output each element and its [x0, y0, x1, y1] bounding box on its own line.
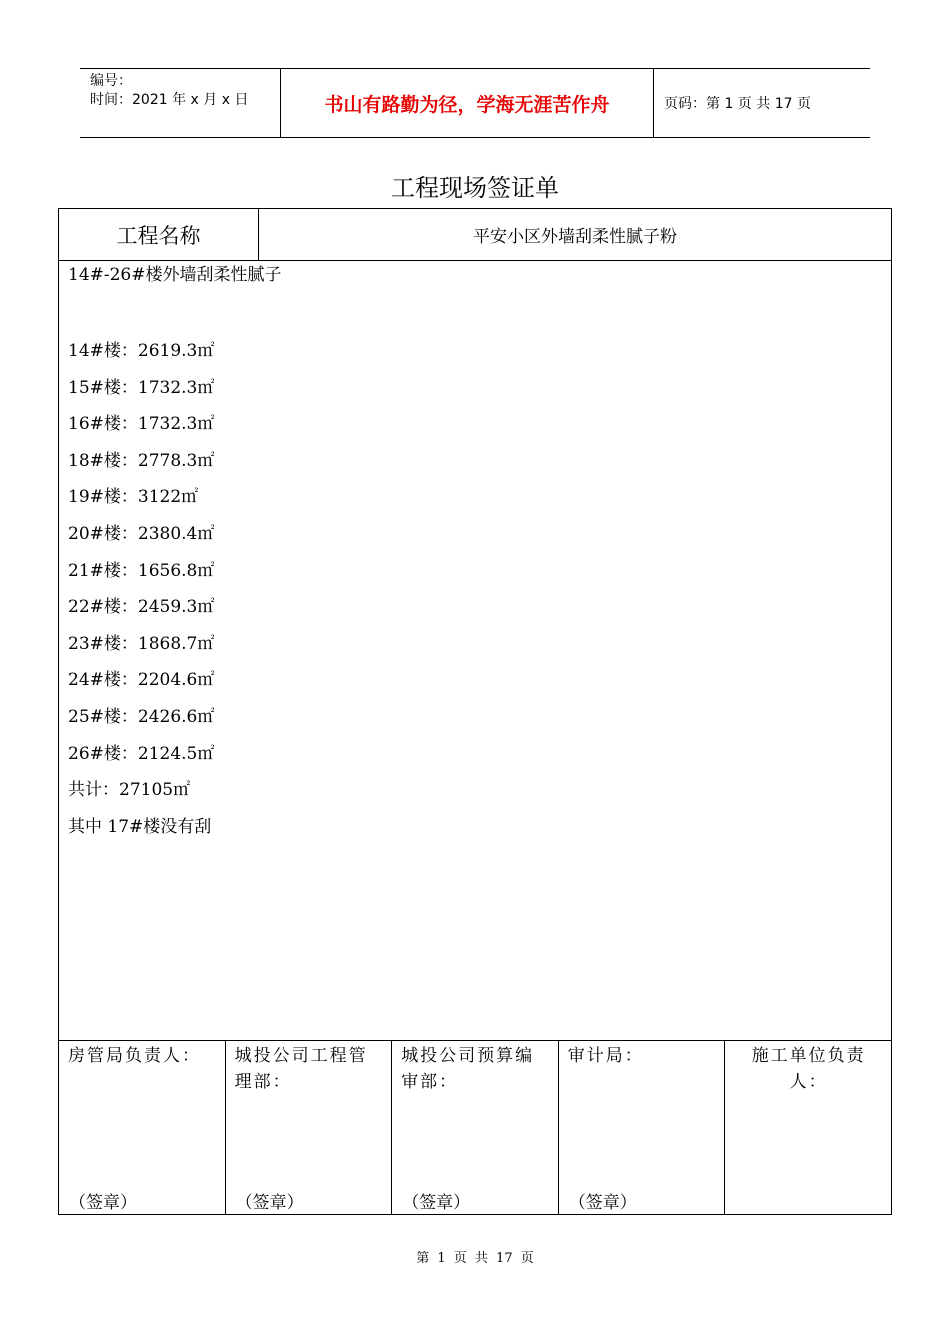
signature-cell-engineering-dept [226, 1041, 393, 1215]
list-item: 22#楼：2459.3㎡ [68, 597, 215, 618]
note-line: 其中 17#楼没有刮 [68, 816, 212, 837]
list-item: 14#楼：2619.3㎡ [68, 341, 215, 361]
list-item: 18#楼：2778.3㎡ [68, 450, 215, 471]
page-title: 工程现场签证单 [391, 174, 559, 202]
signature-cell-contractor [725, 1041, 891, 1215]
list-item: 26#楼：2124.5㎡ [68, 743, 215, 764]
list-item: 20#楼：2380.4㎡ [68, 523, 215, 544]
header-date: 时间：2021 年 x 月 x 日 [90, 92, 249, 108]
content-area [68, 261, 882, 845]
seal-label: （签章） [402, 1193, 471, 1213]
signature-cell-housing-bureau [59, 1041, 226, 1215]
signature-row [59, 1040, 891, 1215]
list-item: 19#楼：3122㎡ [68, 487, 199, 508]
list-item: 15#楼：1732.3㎡ [68, 377, 215, 398]
list-item: 24#楼：2204.6㎡ [68, 670, 215, 691]
signature-label: 城投公司预算编审部： [401, 1046, 535, 1092]
signature-label: 房管局负责人： [68, 1046, 201, 1066]
signature-label: 城投公司工程管理部： [234, 1046, 368, 1092]
seal-label: （签章） [69, 1193, 137, 1213]
project-name-value: 平安小区外墙刮柔性腻子粉 [473, 227, 677, 247]
signature-label: 审计局： [567, 1046, 644, 1066]
document-header [80, 68, 870, 138]
list-item: 21#楼：1656.8㎡ [68, 560, 215, 581]
list-item: 23#楼：1868.7㎡ [68, 633, 215, 654]
header-motto: 书山有路勤为径，学海无涯苦作舟 [281, 69, 654, 137]
header-page-info: 页码：第 1 页 共 17 页 [664, 96, 811, 112]
signature-cell-budget-dept [392, 1041, 559, 1215]
seal-label: （签章） [235, 1193, 304, 1213]
list-item: 16#楼：1732.3㎡ [68, 414, 215, 435]
visa-form [58, 208, 892, 1215]
signature-label: 施工单位负责人： [751, 1046, 866, 1092]
header-number: 编号： [90, 73, 132, 89]
page-footer: 第 1 页 共 17 页 [416, 1251, 534, 1266]
project-name-label: 工程名称 [59, 209, 259, 260]
project-name-row [59, 209, 891, 261]
list-item: 25#楼：2426.6㎡ [68, 706, 215, 727]
total-line: 共计：27105㎡ [68, 780, 191, 801]
signature-cell-audit-bureau [559, 1041, 726, 1215]
content-heading: 14#-26#楼外墙刮柔性腻子 [68, 265, 282, 285]
seal-label: （签章） [568, 1193, 637, 1213]
header-meta [80, 69, 281, 137]
